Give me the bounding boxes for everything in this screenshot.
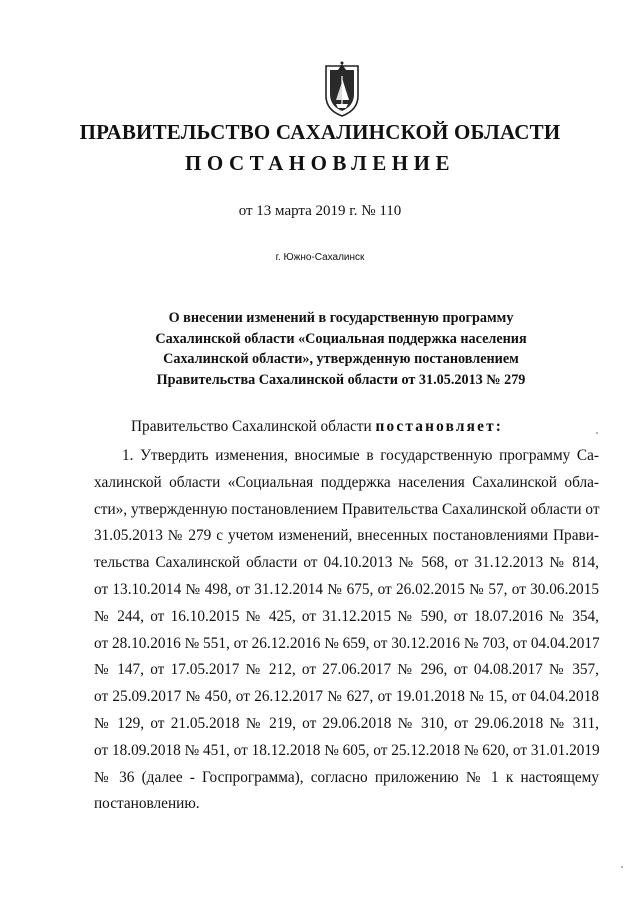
resolution-body (94, 443, 599, 818)
sakhalin-coat-of-arms-icon (318, 60, 366, 120)
body-line: № 244, от 16.10.2015 № 425, от 31.12.2015 № 590, от 18.07.2016 № 354, (94, 607, 599, 625)
body-line: № 36 (далее - Госпрограмма), согласно приложению № 1 к настоящему (94, 768, 599, 786)
subject-line: Сахалинской области «Социальная поддержка населения (155, 330, 527, 347)
body-line: постановлению. (94, 795, 200, 813)
body-line: 31.05.2013 № 279 с учетом изменений, внесенных постановлениями Прави- (94, 527, 599, 545)
body-line: от 28.10.2016 № 551, от 26.12.2016 № 659, от 30.12.2016 № 703, от 04.04.2017 (94, 634, 600, 652)
body-line: от 18.09.2018 № 451, от 18.12.2018 № 605, от 25.12.2018 № 620, от 31.01.2019 (94, 741, 600, 759)
subject-line: Правительства Сахалинской области от 31.05.2013 № 279 (156, 371, 526, 388)
document-type: ПОСТАНОВЛЕНИЕ (185, 151, 455, 175)
body-line: от 25.09.2017 № 450, от 26.12.2017 № 627, от 19.01.2018 № 15, от 04.04.2018 (94, 688, 599, 706)
body-line: от 13.10.2014 № 498, от 31.12.2014 № 675, от 26.02.2015 № 57, от 30.06.2015 (94, 580, 599, 598)
scan-speck (621, 866, 623, 868)
body-line: халинской области «Социальная поддержка населения Сахалинской обла- (94, 473, 599, 491)
body-line: 1. Утвердить изменения, вносимые в государственную программу Са- (122, 447, 599, 464)
subject-line: О внесении изменений в государственную программу (168, 310, 514, 326)
subject-line: Сахалинской области», утвержденную постановлением (163, 351, 519, 367)
document-city: г. Южно-Сахалинск (275, 252, 365, 263)
body-line: № 129, от 21.05.2018 № 219, от 29.06.2018 № 310, от 29.06.2018 № 311, (94, 714, 599, 732)
document-subject (110, 308, 572, 390)
government-title: ПРАВИТЕЛЬСТВО САХАЛИНСКОЙ ОБЛАСТИ (79, 120, 561, 144)
body-line: № 147, от 17.05.2017 № 212, от 27.06.2017 № 296, от 04.08.2017 № 357, (94, 661, 599, 679)
preamble (131, 418, 503, 436)
body-line: сти», утвержденную постановлением Правительства Сахалинской области от (94, 500, 600, 518)
preamble-keyword: постановляет: (375, 418, 504, 435)
preamble-text: Правительство Сахалинской области (131, 418, 376, 435)
scan-speck (596, 432, 598, 434)
body-line: тельства Сахалинской области от 04.10.2013 № 568, от 31.12.2013 № 814, (94, 554, 599, 572)
document-date-number: от 13 марта 2019 г. № 110 (238, 203, 402, 219)
